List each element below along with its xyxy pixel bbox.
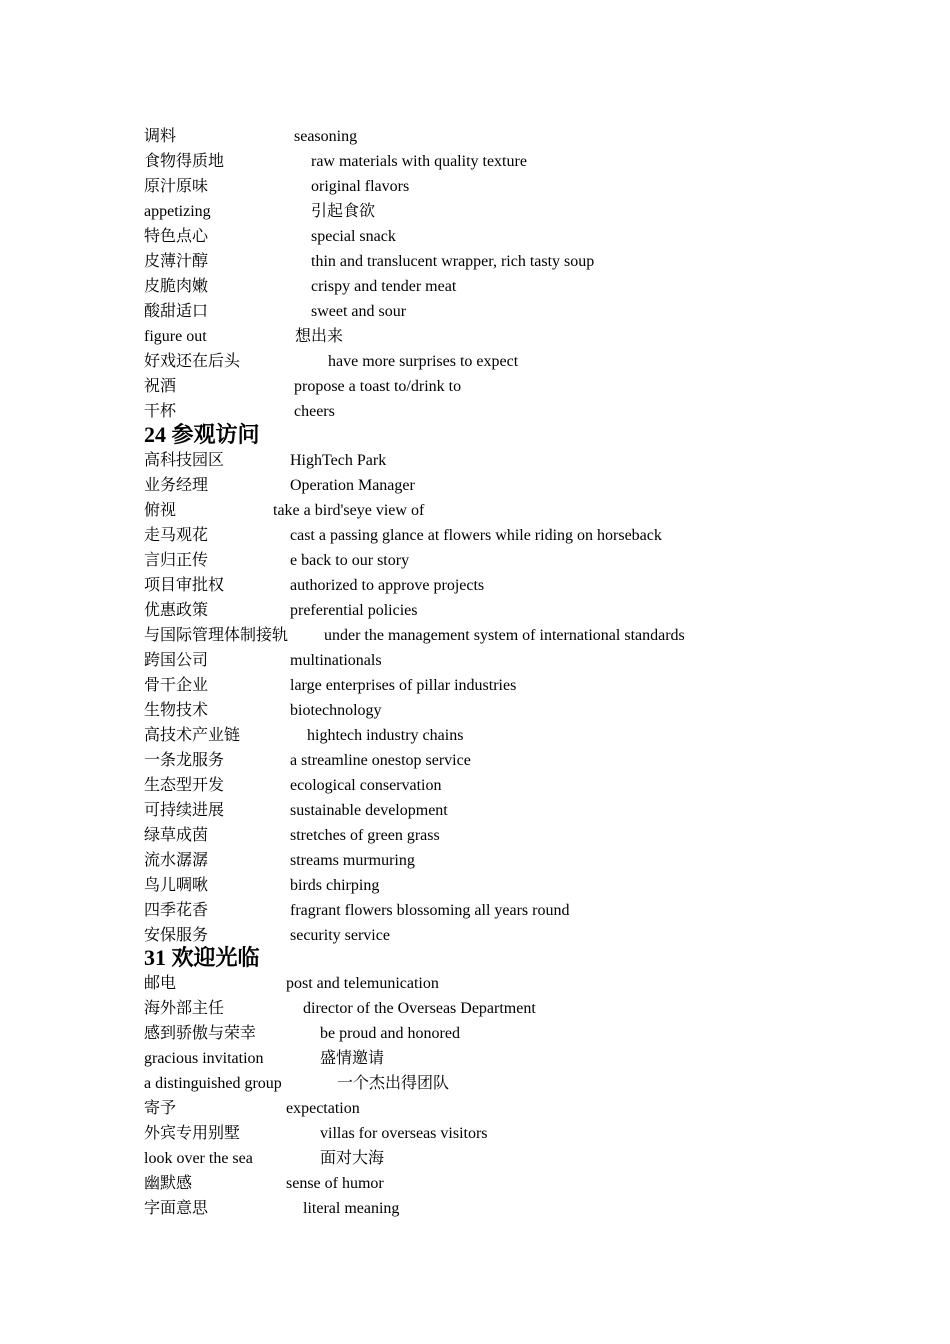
term-source: 皮薄汁醇 [144,253,209,270]
term-translation: crispy and tender meat [311,278,457,295]
term-translation: cast a passing glance at flowers while riding on horseback [290,527,662,544]
term-source: 生态型开发 [144,777,225,794]
term-translation: be proud and honored [320,1025,460,1042]
term-source: look over the sea [144,1150,253,1167]
term-source: 安保服务 [144,927,209,944]
term-translation: 想出来 [295,328,344,345]
term-source: 酸甜适口 [144,303,209,320]
term-source: 幽默感 [144,1175,193,1192]
term-translation: expectation [286,1100,360,1117]
term-source: 字面意思 [144,1200,209,1217]
term-translation: villas for overseas visitors [320,1125,488,1142]
term-source: figure out [144,328,207,345]
term-translation: 引起食欲 [311,203,376,220]
term-translation: Operation Manager [290,477,415,494]
term-translation: sense of humor [286,1175,384,1192]
term-source: 海外部主任 [144,1000,225,1017]
term-source: 高技术产业链 [144,727,241,744]
term-source: 调料 [144,128,177,145]
term-translation: hightech industry chains [307,727,464,744]
term-translation: take a bird'seye view of [273,502,425,519]
term-translation: 盛情邀请 [320,1050,385,1067]
term-source: 高科技园区 [144,452,225,469]
term-translation: literal meaning [303,1200,400,1217]
term-translation: director of the Overseas Department [303,1000,536,1017]
term-source: 原汁原味 [144,178,209,195]
term-translation: raw materials with quality texture [311,153,527,170]
term-source: 祝酒 [144,378,177,395]
term-source: 一条龙服务 [144,752,225,769]
term-source: 干杯 [144,403,177,420]
term-translation: large enterprises of pillar industries [290,677,517,694]
term-translation: security service [290,927,390,944]
term-source: 项目审批权 [144,577,225,594]
term-translation: biotechnology [290,702,382,719]
term-translation: e back to our story [290,552,410,569]
term-source: 鸟儿啁啾 [144,877,209,894]
term-source: 流水潺潺 [144,852,209,869]
term-translation: thin and translucent wrapper, rich tasty soup [311,253,595,270]
term-source: 俯视 [144,502,177,519]
term-translation: HighTech Park [290,452,387,469]
term-source: 跨国公司 [144,652,209,669]
term-translation: 一个杰出得团队 [337,1075,450,1092]
term-source: 走马观花 [144,527,209,544]
section-heading-24: 24 参观访问 [144,422,260,447]
term-source: 好戏还在后头 [144,353,241,370]
term-translation: seasoning [294,128,358,145]
term-source: 优惠政策 [144,602,209,619]
term-translation: birds chirping [290,877,380,894]
term-source: 言归正传 [144,552,209,569]
term-source: 外宾专用别墅 [144,1125,241,1142]
term-source: 骨干企业 [144,677,209,694]
term-source: 生物技术 [144,702,209,719]
term-source: 业务经理 [144,477,209,494]
term-translation: cheers [294,403,335,420]
section-heading-31: 31 欢迎光临 [144,945,260,970]
term-source: gracious invitation [144,1050,264,1067]
term-translation: streams murmuring [290,852,415,869]
term-translation: authorized to approve projects [290,577,485,594]
term-source: 皮脆肉嫩 [144,278,209,295]
term-source: a distinguished group [144,1075,282,1092]
term-source: 绿草成茵 [144,827,209,844]
term-source: 可持续进展 [144,802,225,819]
term-source: 邮电 [144,975,177,992]
term-translation: sweet and sour [311,303,407,320]
term-translation: special snack [311,228,396,245]
term-translation: under the management system of international standards [324,627,685,644]
term-translation: fragrant flowers blossoming all years round [290,902,570,919]
term-translation: stretches of green grass [290,827,440,844]
term-source: 特色点心 [144,228,209,245]
term-source: 寄予 [144,1100,177,1117]
term-translation: post and telemunication [286,975,439,992]
term-translation: 面对大海 [320,1150,385,1167]
term-source: 感到骄傲与荣幸 [144,1025,257,1042]
term-translation: ecological conservation [290,777,442,794]
term-translation: sustainable development [290,802,448,819]
term-source: 四季花香 [144,902,209,919]
term-source: appetizing [144,203,211,220]
term-source: 与国际管理体制接轨 [144,627,289,644]
term-translation: original flavors [311,178,410,195]
term-source: 食物得质地 [144,153,225,170]
term-translation: a streamline onestop service [290,752,471,769]
term-translation: have more surprises to expect [328,353,519,370]
term-translation: propose a toast to/drink to [294,378,462,395]
term-translation: preferential policies [290,602,418,619]
term-translation: multinationals [290,652,382,669]
